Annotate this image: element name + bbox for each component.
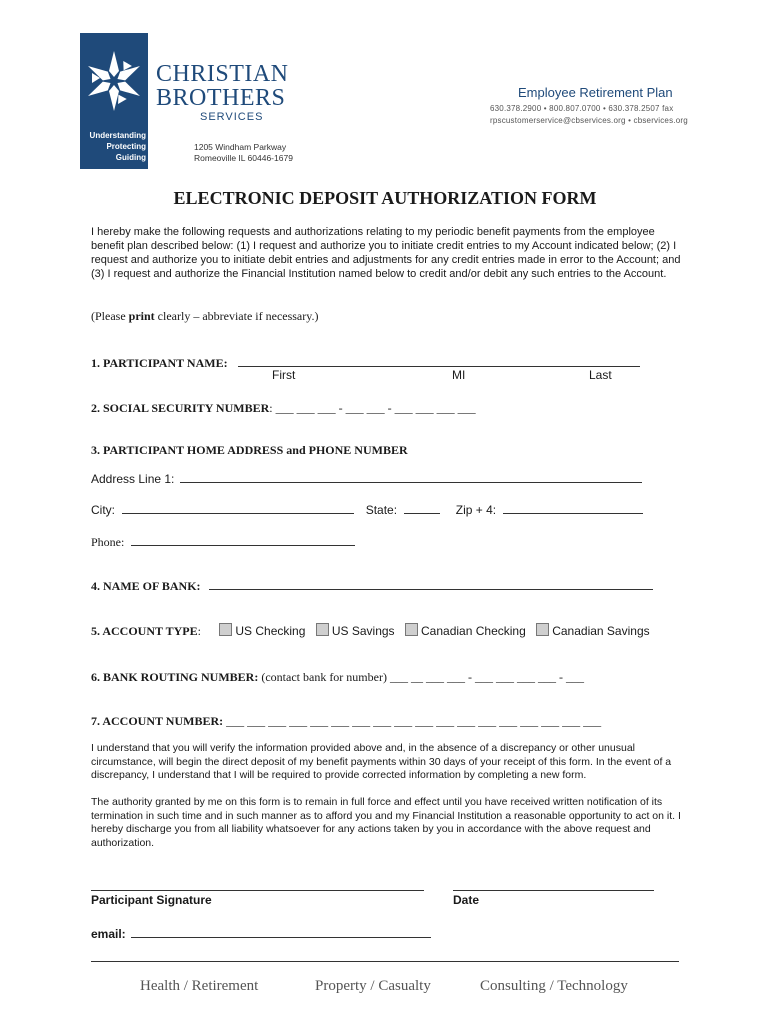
routing-field[interactable]: (contact bank for number) ___ __ ___ ___ - ___ ___ ___ ___ - ___ [258,670,584,684]
us-checking-checkbox[interactable] [219,623,232,636]
date-line[interactable] [453,890,654,891]
account-number-label: 7. ACCOUNT NUMBER: [91,714,224,728]
address-line-field[interactable] [180,471,642,483]
brand-name-line2: BROTHERS [156,85,286,111]
footer-health-retirement: Health / Retirement [140,978,259,994]
canadian-checking-checkbox[interactable] [405,623,418,636]
bank-label: 4. NAME OF BANK: [91,579,201,593]
participant-name-label: 1. PARTICIPANT NAME: [91,356,228,370]
participant-name-row [91,354,640,372]
participant-name-field[interactable] [238,355,640,367]
print-note-bold: print [128,309,155,323]
phone-row [91,533,355,551]
print-note-start: (Please [91,309,129,323]
tagline-1: Understanding [89,131,146,140]
name-sub-first: First [272,368,296,382]
account-type-colon: : [197,624,201,638]
canadian-checking-label: Canadian Checking [421,624,526,638]
name-sub-last: Last [589,368,612,382]
canadian-savings-checkbox[interactable] [536,623,549,636]
phone-field[interactable] [131,534,355,546]
address-line-label: Address Line 1: [91,472,175,486]
address-line-row [91,471,642,486]
form-title: ELECTRONIC DEPOSIT AUTHORIZATION FORM [173,188,597,208]
intro-paragraph: I hereby make the following requests and authorizations relating to my periodic benefit payments from the employee benefit plan described below: (1) I request and authorize you to initiate credit entries to my Account indicated below; (2) I request and authorize you to initiate debit entries and adjustments for any credit entries made in error to the Account; and (3) I request and authorize the Financial Institution named below to credit and/or debit any such entries to the Account. [91,226,681,280]
email-label: email: [91,927,126,941]
bank-name-field[interactable] [209,578,653,590]
state-field[interactable] [404,502,440,514]
signature-label: Participant Signature [91,893,212,907]
address-line-1: 1205 Windham Parkway [194,142,287,152]
verify-paragraph: I understand that you will verify the information provided above and, in the absence of a discrepancy or other unusual circumstance, will begin the direct deposit of my benefit payments within 30 days of your receipt of this form. In the event of a discrepancy, I understand that I will be required to provide corrected information by completing a new form. [91,742,672,781]
address-heading: 3. PARTICIPANT HOME ADDRESS and PHONE NUMBER [91,443,408,457]
us-checking-label: US Checking [235,624,306,638]
plan-web: rpscustomerservice@cbservices.org • cbservices.org [490,116,688,125]
brand-name-line1: CHRISTIAN [156,61,289,87]
brand-name-line3: SERVICES [200,111,264,123]
name-sub-mi: MI [452,368,466,382]
address-line-2: Romeoville IL 60446-1679 [194,153,293,163]
city-field[interactable] [122,502,354,514]
email-field[interactable] [131,926,431,938]
account-type-options [219,622,655,639]
account-type-label: 5. ACCOUNT TYPE [91,624,198,638]
account-number-field[interactable]: ___ ___ ___ ___ ___ ___ ___ ___ ___ ___ ___ ___ ___ ___ ___ ___ ___ ___ [223,714,602,728]
footer-divider [91,961,679,962]
star-logo-icon [80,33,148,129]
ssn-field[interactable]: : ___ ___ ___ - ___ ___ - ___ ___ ___ ___ [269,401,476,415]
account-type-row [91,622,656,640]
canadian-savings-label: Canadian Savings [552,624,650,638]
us-savings-label: US Savings [331,624,395,638]
signature-line[interactable] [91,890,424,891]
city-label: City: [91,503,115,517]
plan-phone: 630.378.2900 • 800.807.0700 • 630.378.2507 fax [490,104,674,113]
routing-label: 6. BANK ROUTING NUMBER: [91,670,259,684]
logo-tagline [80,130,146,163]
bank-row [91,577,653,595]
city-state-zip-row [91,502,643,517]
zip-label: Zip + 4: [455,503,497,517]
email-row [91,926,431,941]
zip-field[interactable] [503,502,643,514]
routing-row [91,668,584,686]
state-label: State: [365,503,398,517]
plan-title: Employee Retirement Plan [518,85,673,100]
account-number-row [91,712,601,730]
logo [80,33,148,169]
footer-consulting-technology: Consulting / Technology [480,978,628,994]
authority-paragraph: The authority granted by me on this form is to remain in full force and effect until you have received written notification of its termination in such time and in such manner as to afford you and my Financial Institution a reasonable opportunity to act on it. I hereby discharge you from all liability whatsoever for any actions taken by you in accordance with the above request and authorization. [91,796,681,849]
phone-label: Phone: [91,535,125,549]
print-note-end: clearly – abbreviate if necessary.) [154,309,319,323]
date-label: Date [453,893,480,907]
print-note [91,309,318,324]
footer-property-casualty: Property / Casualty [315,978,431,994]
us-savings-checkbox[interactable] [316,623,329,636]
tagline-2: Protecting [106,142,146,151]
company-address [194,142,293,164]
ssn-row [91,399,476,417]
tagline-3: Guiding [115,153,146,162]
ssn-label: 2. SOCIAL SECURITY NUMBER [91,401,270,415]
